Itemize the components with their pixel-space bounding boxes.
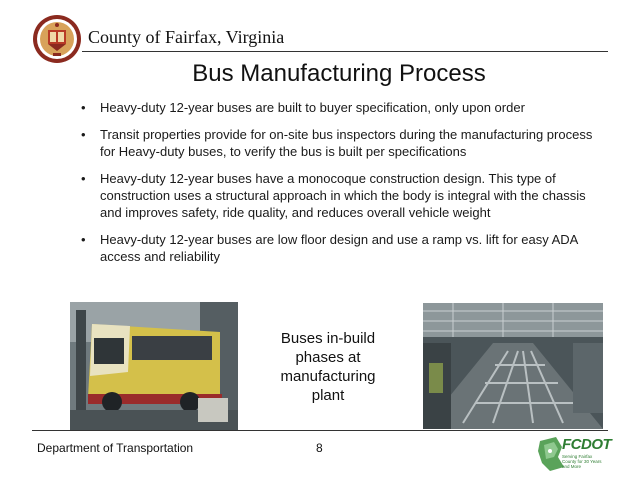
county-seal-icon — [32, 14, 82, 64]
department-name: Department of Transportation — [37, 441, 194, 455]
factory-floor-photo-right — [423, 303, 603, 429]
bullet-list — [78, 99, 608, 275]
bullet-item: • Transit properties provide for on-site bus inspectors during the manufacturing process for Heavy-duty buses, to verify the bus is built per specifications — [78, 126, 608, 160]
bus-build-photo-left — [70, 302, 238, 430]
fcdot-logo-tagline: Serving Fairfax County for 30 Years and More — [562, 454, 602, 469]
footer-divider — [32, 430, 608, 431]
bullet-item: • Heavy-duty 12-year buses are built to buyer specification, only upon order — [78, 99, 608, 116]
bullet-item: • Heavy-duty 12-year buses are low floor design and use a ramp vs. lift for easy ADA access and reliability — [78, 231, 608, 265]
slide-title: Bus Manufacturing Process — [192, 60, 486, 87]
organization-name: County of Fairfax, Virginia — [88, 27, 285, 47]
photo-caption: Buses in-build phases at manufacturing plant — [280, 330, 376, 404]
fcdot-logo-text: FCDOT — [562, 436, 612, 453]
bullet-item: • Heavy-duty 12-year buses have a monocoque construction design. This type of construction uses a structural approach in which the body is integral with the chassis and improves safety, ride quality, and reduces overall vehicle weight — [78, 170, 608, 221]
header-divider — [82, 51, 608, 52]
page-number: 8 — [316, 441, 323, 455]
